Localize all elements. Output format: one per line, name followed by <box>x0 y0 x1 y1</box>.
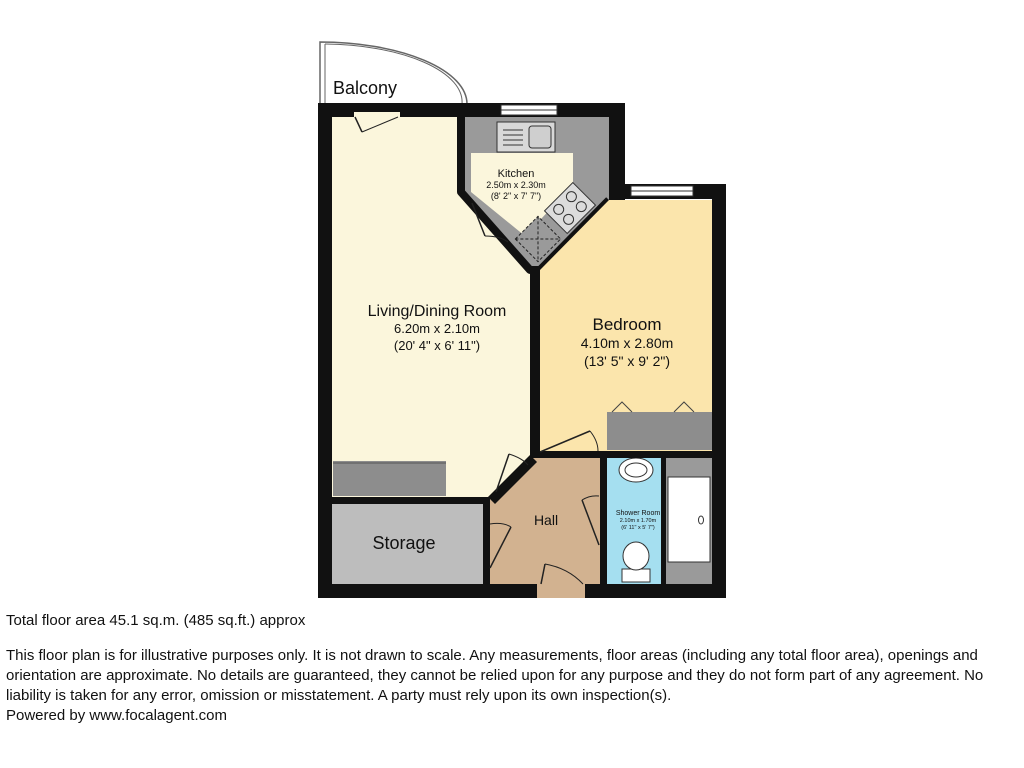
outer-wall-right <box>712 184 726 598</box>
kitchen-metric: 2.50m x 2.30m <box>486 180 546 190</box>
kitchen-label: Kitchen <box>497 168 535 180</box>
storage-label: Storage <box>372 533 436 553</box>
wash-basin <box>619 458 653 482</box>
powered-by-text: Powered by www.focalagent.com <box>6 707 227 724</box>
shower-imperial: (6' 11" x 5' 7") <box>621 525 655 531</box>
hall-label: Hall <box>533 512 559 528</box>
bedroom-imperial: (13' 5" x 9' 2") <box>583 353 671 369</box>
bedroom-label: Bedroom <box>592 315 662 334</box>
disclaimer-text: This floor plan is for illustrative purposes only. It is not drawn to scale. Any measurements, floor areas (including any total floor area), openings and orientation are approximate. No details are guaranteed, they cannot be relied upon for any purpose and they do not form part of any agreement. No liability is taken for any error, omission or misstatement. A party must rely upon its own inspection(s). <box>6 647 984 704</box>
living-metric: 6.20m x 2.10m <box>394 321 480 336</box>
toilet <box>623 542 649 570</box>
shower-metric: 2.10m x 1.70m <box>619 518 657 524</box>
kitchen-imperial: (8' 2" x 7' 7") <box>490 191 542 201</box>
living-imperial: (20' 4" x 6' 11") <box>393 338 481 353</box>
total-floor-area: Total floor area 45.1 sq.m. (485 sq.ft.) approx <box>6 612 306 629</box>
bedroom-metric: 4.10m x 2.80m <box>580 335 674 351</box>
shower-label: Shower Room <box>615 510 661 517</box>
outer-wall-bottom <box>318 584 726 598</box>
window-kitchen <box>501 105 557 115</box>
living-cupboard <box>333 461 446 496</box>
outer-wall-left <box>318 103 332 598</box>
window-bedroom <box>631 186 693 196</box>
living-label: Living/Dining Room <box>367 303 507 320</box>
wardrobe <box>607 412 712 450</box>
balcony-label: Balcony <box>333 78 398 98</box>
